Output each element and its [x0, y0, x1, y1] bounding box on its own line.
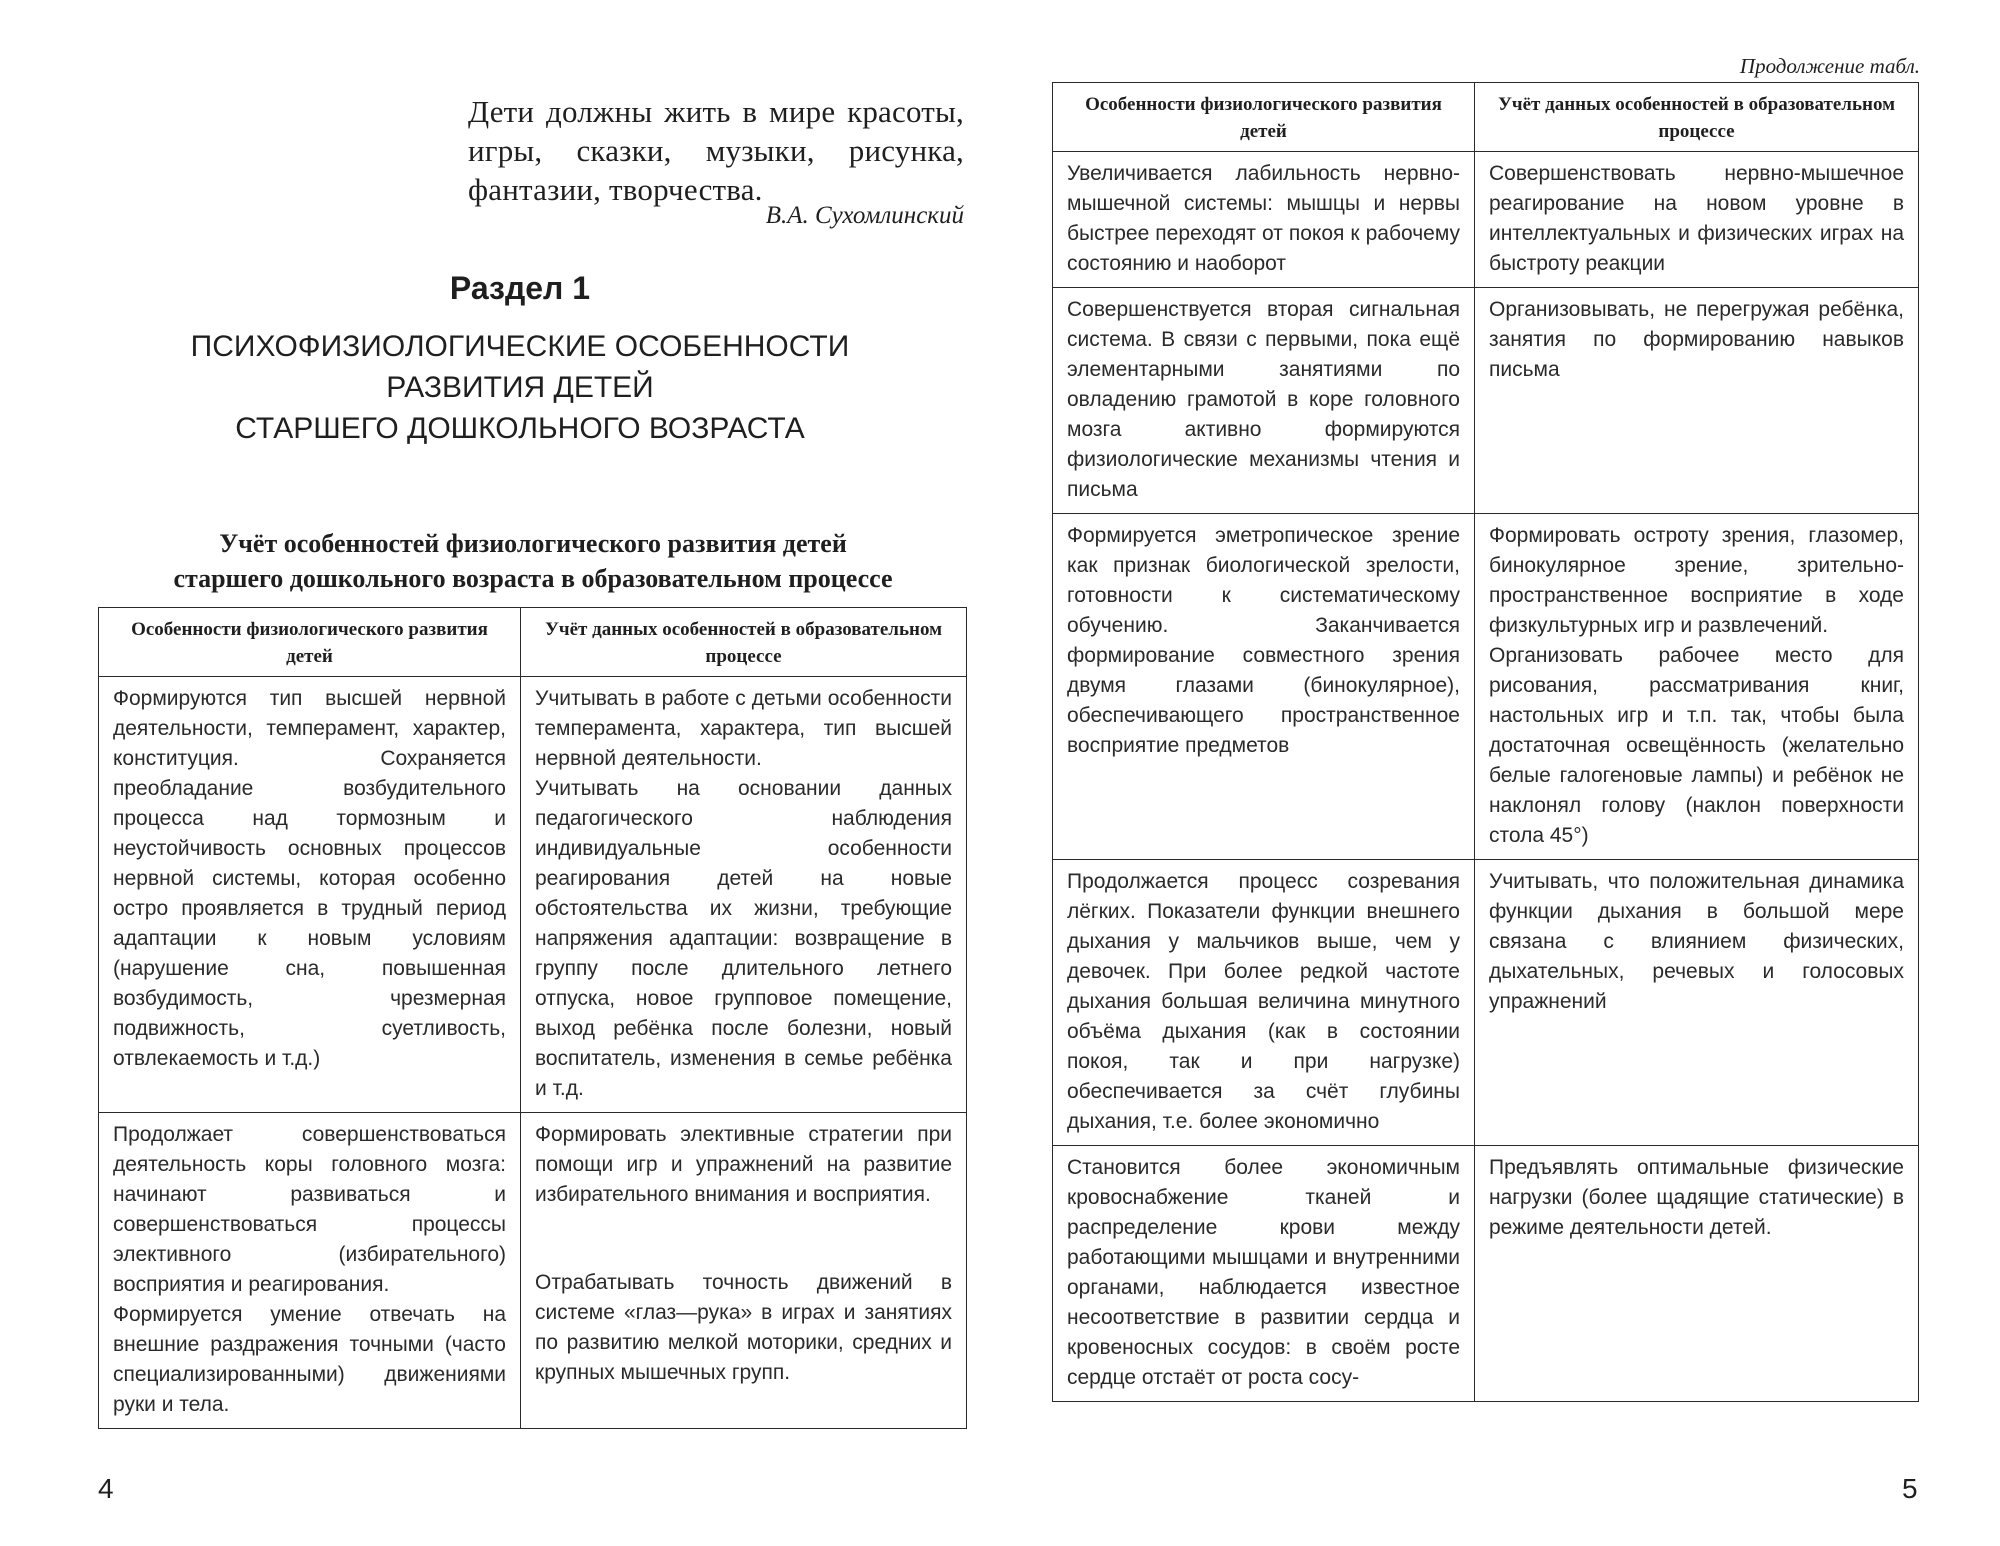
table-cell	[1053, 860, 1475, 1146]
table-cell	[99, 677, 521, 1113]
cell-paragraph: Продолжает совершенствоваться деятельность коры головного мозга: начинают развиваться и совершенствоваться процессы элективного (избирательного) восприятия и реагирования.	[113, 1123, 506, 1296]
table-cell	[99, 1113, 521, 1429]
epigraph-author: В.А. Сухомлинский	[765, 202, 964, 229]
table-cell	[521, 677, 967, 1113]
table-cell	[1053, 152, 1475, 288]
table-row	[1053, 514, 1919, 860]
page-number: 4	[98, 1473, 114, 1504]
section-title	[0, 326, 1000, 449]
table-title-line: старшего дошкольного возраста в образовательном процессе	[173, 564, 893, 593]
table-cell	[1475, 860, 1919, 1146]
cell-paragraph: Формируется умение отвечать на внешние раздражения точными (часто специализированными) движениями руки и тела.	[113, 1303, 506, 1416]
table-row	[1053, 860, 1919, 1146]
cell-paragraph: Формируется эметропическое зрение как признак биологической зрелости, готовности к систематическому обучению. Заканчивается формирование совместного зрения двумя глазами (бинокулярное), обеспечивающего пространственное восприятие предметов	[1067, 524, 1460, 757]
section-title-line: СТАРШЕГО ДОШКОЛЬНОГО ВОЗРАСТА	[235, 412, 805, 445]
table-header-cell: Особенности физиологического развития детей	[1053, 83, 1475, 152]
table-title	[100, 526, 966, 596]
section-label: Раздел 1	[449, 270, 591, 306]
table-cell	[521, 1113, 967, 1429]
cell-paragraph: Учитывать на основании данных педагогического наблюдения индивидуальные особенности реагирования детей на новые обстоятельства их жизни, требующие напряжения адаптации: возвращение в группу после длительного летнего отпуска, новое групповое помещение, выход ребёнка после болезни, новый воспитатель, изменения в семье ребёнка и т.д.	[535, 777, 952, 1100]
table-row	[1053, 1146, 1919, 1402]
table-row	[99, 1113, 967, 1429]
table-header-row	[99, 608, 967, 677]
table-header-cell: Учёт данных особенностей в образовательном процессе	[1475, 83, 1919, 152]
cell-spacer	[535, 1210, 952, 1268]
continuation-label: Продолжение табл.	[1739, 54, 1920, 78]
cell-paragraph: Увеличивается лабильность нервно-мышечной системы: мышцы и нервы быстрее переходят от покоя к рабочему состоянию и наоборот	[1067, 162, 1460, 275]
cell-paragraph: Становится более экономичным кровоснабжение тканей и распределение крови между работающими мышцами и внутренними органами, наблюдается известное несоответствие в развитии сердца и кровеносных сосудов: в своём росте сердце отстаёт от роста сосу-	[1067, 1156, 1460, 1389]
table-title-line: Учёт особенностей физиологического развития детей	[219, 529, 847, 558]
cell-paragraph: Формируются тип высшей нервной деятельности, темперамент, характер, конституция. Сохраняется преобладание возбудительного процесса над тормозным и неустойчивость основных процессов нервной системы, которая особенно остро проявляется в трудный период адаптации к новым условиям (нарушение сна, повышенная возбудимость, чрезмерная подвижность, суетливость, отвлекаемость и т.д.)	[113, 687, 506, 1070]
table-header-cell: Особенности физиологического развития детей	[99, 608, 521, 677]
table-cell	[1475, 288, 1919, 514]
cell-paragraph: Организовывать, не перегружая ребёнка, занятия по формированию навыков письма	[1489, 298, 1904, 381]
page-number: 5	[1902, 1473, 1918, 1504]
table-header-row	[1053, 83, 1919, 152]
right-page	[1000, 0, 2000, 1546]
table-cell	[1053, 1146, 1475, 1402]
cell-paragraph: Организовать рабочее место для рисования, рассматривания книг, настольных игр и т.п. так, чтобы была достаточная освещённость (желательно белые галогеновые лампы) и ребёнок не наклонял голову (наклон поверхности стола 45°)	[1489, 644, 1904, 847]
table-cell	[1053, 288, 1475, 514]
section-title-line: ПСИХОФИЗИОЛОГИЧЕСКИЕ ОСОБЕННОСТИ	[190, 330, 850, 363]
physiology-table	[98, 607, 967, 1429]
epigraph: Дети должны жить в мире красоты, игры, сказки, музыки, рисунка, фантазии, творчества.	[468, 94, 964, 207]
cell-paragraph: Совершенствуется вторая сигнальная система. В связи с первыми, пока ещё элементарными занятиями по овладению грамотой в коре головного мозга активно формируются физиологические механизмы чтения и письма	[1067, 298, 1460, 501]
table-row	[99, 677, 967, 1113]
table-row	[1053, 288, 1919, 514]
cell-paragraph: Формировать остроту зрения, глазомер, бинокулярное зрение, зрительно-пространственное восприятие в ходе физкультурных игр и развлечений.	[1489, 524, 1904, 637]
table-cell	[1053, 514, 1475, 860]
cell-paragraph: Формировать элективные стратегии при помощи игр и упражнений на развитие избирательного внимания и восприятия.	[535, 1123, 952, 1206]
table-cell	[1475, 1146, 1919, 1402]
cell-paragraph: Предъявлять оптимальные физические нагрузки (более щадящие статические) в режиме деятельности детей.	[1489, 1156, 1904, 1239]
cell-paragraph: Продолжается процесс созревания лёгких. Показатели функции внешнего дыхания у мальчиков выше, чем у девочек. При более редкой частоте дыхания большая величина минутного объёма дыхания (как в состоянии покоя, так и при нагрузке) обеспечивается за счёт глубины дыхания, т.е. более экономично	[1067, 870, 1460, 1133]
table-cell	[1475, 514, 1919, 860]
cell-paragraph: Совершенствовать нервно-мышечное реагирование на новом уровне в интеллектуальных и физических играх на быстроту реакции	[1489, 162, 1904, 275]
cell-paragraph: Учитывать, что положительная динамика функции дыхания в большой мере связана с влиянием физических, дыхательных, речевых и голосовых упражнений	[1489, 870, 1904, 1013]
section-title-line: РАЗВИТИЯ ДЕТЕЙ	[386, 371, 654, 404]
physiology-table-continued	[1052, 82, 1919, 1402]
cell-paragraph: Учитывать в работе с детьми особенности темперамента, характера, тип высшей нервной деятельности.	[535, 687, 952, 770]
table-header-cell: Учёт данных особенностей в образовательном процессе	[521, 608, 967, 677]
table-cell	[1475, 152, 1919, 288]
table-row	[1053, 152, 1919, 288]
cell-paragraph: Отрабатывать точность движений в системе «глаз—рука» в играх и занятиях по развитию мелкой моторики, средних и крупных мышечных групп.	[535, 1271, 952, 1384]
